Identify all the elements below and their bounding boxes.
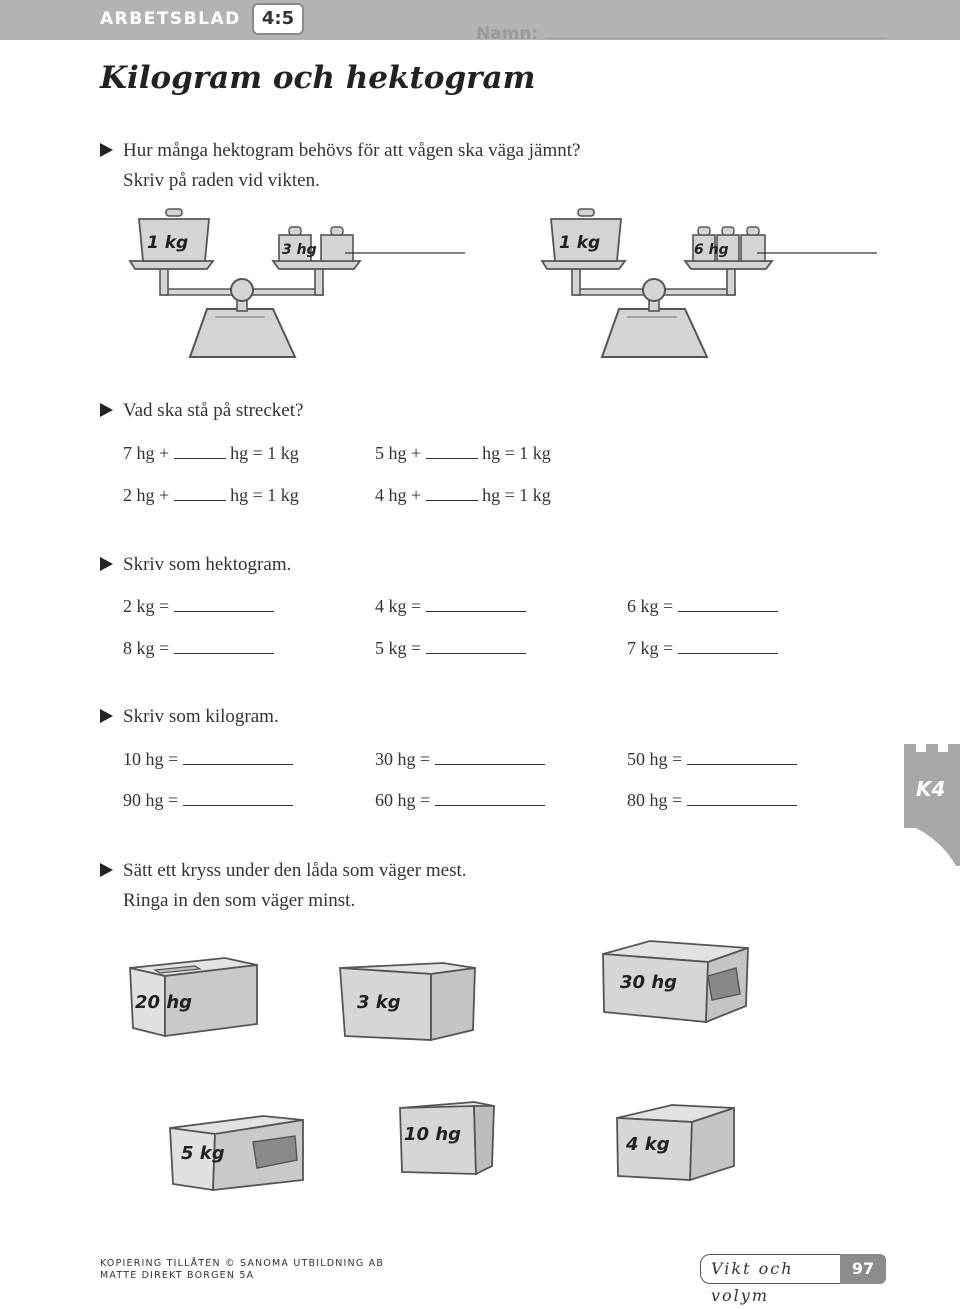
equation: 80 hg = [627, 790, 797, 811]
arrow-bullet-icon [100, 709, 113, 723]
box-label: 10 hg [404, 1124, 462, 1145]
answer-blank[interactable] [678, 610, 778, 612]
chapter-label: Vikt och volym [700, 1254, 840, 1284]
instruction-2-text: Vad ska stå på strecket? [123, 400, 304, 421]
page-title: Kilogram och hektogram [100, 60, 536, 96]
answer-blank[interactable] [426, 499, 478, 501]
equation: 5 kg = [375, 638, 526, 659]
box-5kg[interactable] [165, 1110, 310, 1195]
weight-label: 6 hg [694, 242, 729, 258]
box-4kg[interactable] [612, 1100, 740, 1185]
arrow-bullet-icon [100, 863, 113, 877]
instruction-5 [100, 856, 467, 916]
instruction-5-line-2: Ringa in den som väger minst. [123, 890, 356, 911]
instruction-4 [100, 702, 279, 732]
box-label: 5 kg [181, 1143, 225, 1164]
box-20hg[interactable] [125, 950, 265, 1045]
equation: 10 hg = [123, 749, 293, 770]
equation: 2 kg = [123, 596, 274, 617]
answer-blank[interactable] [426, 652, 526, 654]
instruction-1-line-2: Skriv på raden vid vikten. [123, 170, 320, 191]
box-label: 30 hg [620, 972, 678, 993]
balance-scale-2 [537, 205, 887, 365]
instruction-2 [100, 396, 303, 426]
answer-blank[interactable] [426, 457, 478, 459]
equation: 90 hg = [123, 790, 293, 811]
answer-blank[interactable] [678, 652, 778, 654]
instruction-5-line-1: Sätt ett kryss under den låda som väger mest. [123, 860, 467, 881]
copyright-line-1: KOPIERING TILLÅTEN © SANOMA UTBILDNING AB [100, 1258, 385, 1269]
worksheet-label: ARBETSBLAD [100, 9, 241, 29]
weight-label: 3 hg [282, 242, 317, 258]
answer-blank[interactable] [174, 610, 274, 612]
side-tab-label: K4 [916, 777, 946, 801]
equation: 4 hg + hg = 1 kg [375, 485, 551, 505]
worksheet-number: 4:5 [252, 3, 304, 35]
equation: 2 hg + hg = 1 kg [123, 485, 299, 505]
arrow-bullet-icon [100, 143, 113, 157]
equation: 50 hg = [627, 749, 797, 770]
weight-label: 1 kg [147, 233, 189, 253]
instruction-1-line-1: Hur många hektogram behövs för att vågen ska väga jämnt? [123, 140, 581, 161]
weight-label: 1 kg [559, 233, 601, 253]
answer-blank[interactable] [183, 804, 293, 806]
arrow-bullet-icon [100, 557, 113, 571]
equation: 30 hg = [375, 749, 545, 770]
answer-blank[interactable] [183, 763, 293, 765]
balance-scale-1 [125, 205, 475, 365]
box-label: 3 kg [357, 992, 401, 1013]
box-3kg[interactable] [335, 958, 480, 1048]
name-line[interactable] [545, 38, 887, 39]
arrow-bullet-icon [100, 403, 113, 417]
equation: 7 kg = [627, 638, 778, 659]
side-tab-k4 [904, 744, 960, 866]
equation: 6 kg = [627, 596, 778, 617]
instruction-1 [100, 136, 580, 196]
instruction-4-text: Skriv som kilogram. [123, 706, 279, 727]
answer-blank[interactable] [174, 652, 274, 654]
answer-blank[interactable] [426, 610, 526, 612]
equation: 8 kg = [123, 638, 274, 659]
instruction-3-text: Skriv som hektogram. [123, 554, 292, 575]
equation: 5 hg + hg = 1 kg [375, 443, 551, 463]
answer-blank[interactable] [435, 804, 545, 806]
name-label: Namn: [476, 24, 539, 44]
answer-blank[interactable] [687, 804, 797, 806]
box-label: 4 kg [626, 1134, 670, 1155]
copyright-line-2: MATTE DIREKT BORGEN 5A [100, 1270, 255, 1281]
page-number: 97 [840, 1254, 886, 1284]
box-30hg[interactable] [598, 936, 753, 1026]
equation: 60 hg = [375, 790, 545, 811]
answer-blank[interactable] [687, 763, 797, 765]
answer-blank[interactable] [435, 763, 545, 765]
box-10hg[interactable] [392, 1098, 502, 1180]
answer-blank[interactable] [174, 499, 226, 501]
answer-blank[interactable] [174, 457, 226, 459]
equation: 7 hg + hg = 1 kg [123, 443, 299, 463]
equation: 4 kg = [375, 596, 526, 617]
instruction-3 [100, 550, 291, 580]
box-label: 20 hg [135, 992, 193, 1013]
